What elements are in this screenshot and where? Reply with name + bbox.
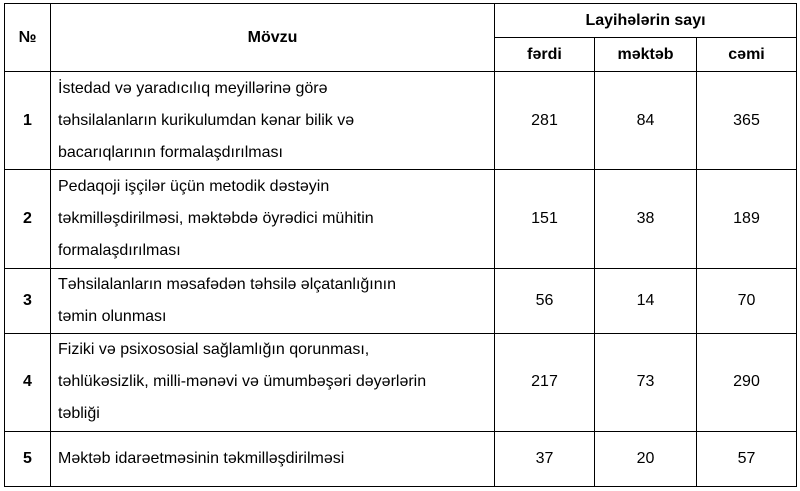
topic-line: təhlükəsizlik, milli-mənəvi və ümumbəşəri dəyərlərin xyxy=(58,373,427,391)
table-row xyxy=(5,333,797,431)
row-topic xyxy=(51,268,495,333)
total-count: 57 xyxy=(697,431,797,486)
topic-line: İstedad və yaradıcılıq meyillərinə görə xyxy=(58,79,328,97)
school-count: 73 xyxy=(595,333,697,431)
row-number: 4 xyxy=(5,333,51,431)
topic-line: Pedaqoji işçilər üçün metodik dəstəyin xyxy=(58,177,330,195)
school-count: 84 xyxy=(595,72,697,170)
individual-count: 217 xyxy=(495,333,595,431)
row-topic xyxy=(51,333,495,431)
header-school: məktəb xyxy=(595,38,697,72)
table-row xyxy=(5,268,797,333)
row-number: 5 xyxy=(5,431,51,486)
school-count: 38 xyxy=(595,170,697,268)
table-row xyxy=(5,431,797,486)
row-topic xyxy=(51,431,495,486)
header-project-count: Layihələrin sayı xyxy=(495,4,797,38)
topic-line: təkmilləşdirilməsi, məktəbdə öyrədici mühitin xyxy=(58,209,374,227)
row-topic xyxy=(51,72,495,170)
school-count: 20 xyxy=(595,431,697,486)
topic-line: Fiziki və psixososial sağlamlığın qorunması, xyxy=(58,341,370,359)
individual-count: 151 xyxy=(495,170,595,268)
individual-count: 281 xyxy=(495,72,595,170)
total-count: 189 xyxy=(697,170,797,268)
school-count: 14 xyxy=(595,268,697,333)
total-count: 365 xyxy=(697,72,797,170)
individual-count: 37 xyxy=(495,431,595,486)
row-number: 1 xyxy=(5,72,51,170)
total-count: 290 xyxy=(697,333,797,431)
table-row xyxy=(5,72,797,170)
row-number: 2 xyxy=(5,170,51,268)
header-topic: Mövzu xyxy=(51,4,495,72)
table-row xyxy=(5,170,797,268)
topic-line: Məktəb idarəetməsinin təkmilləşdirilməsi xyxy=(58,449,345,467)
header-no: № xyxy=(5,4,51,72)
projects-table xyxy=(4,3,797,487)
header-individual: fərdi xyxy=(495,38,595,72)
row-number: 3 xyxy=(5,268,51,333)
individual-count: 56 xyxy=(495,268,595,333)
topic-line: təhsilalanların kurikulumdan kənar bilik və xyxy=(58,111,355,129)
header-total: cəmi xyxy=(697,38,797,72)
topic-line: bacarıqlarının formalaşdırılması xyxy=(58,143,283,161)
row-topic xyxy=(51,170,495,268)
topic-line: təbliği xyxy=(58,405,100,423)
topic-line: formalaşdırılması xyxy=(58,241,181,259)
topic-line: təmin olunması xyxy=(58,307,167,325)
header-row-1 xyxy=(5,4,797,38)
topic-line: Təhsilalanların məsafədən təhsilə əlçatanlığının xyxy=(58,275,396,293)
total-count: 70 xyxy=(697,268,797,333)
